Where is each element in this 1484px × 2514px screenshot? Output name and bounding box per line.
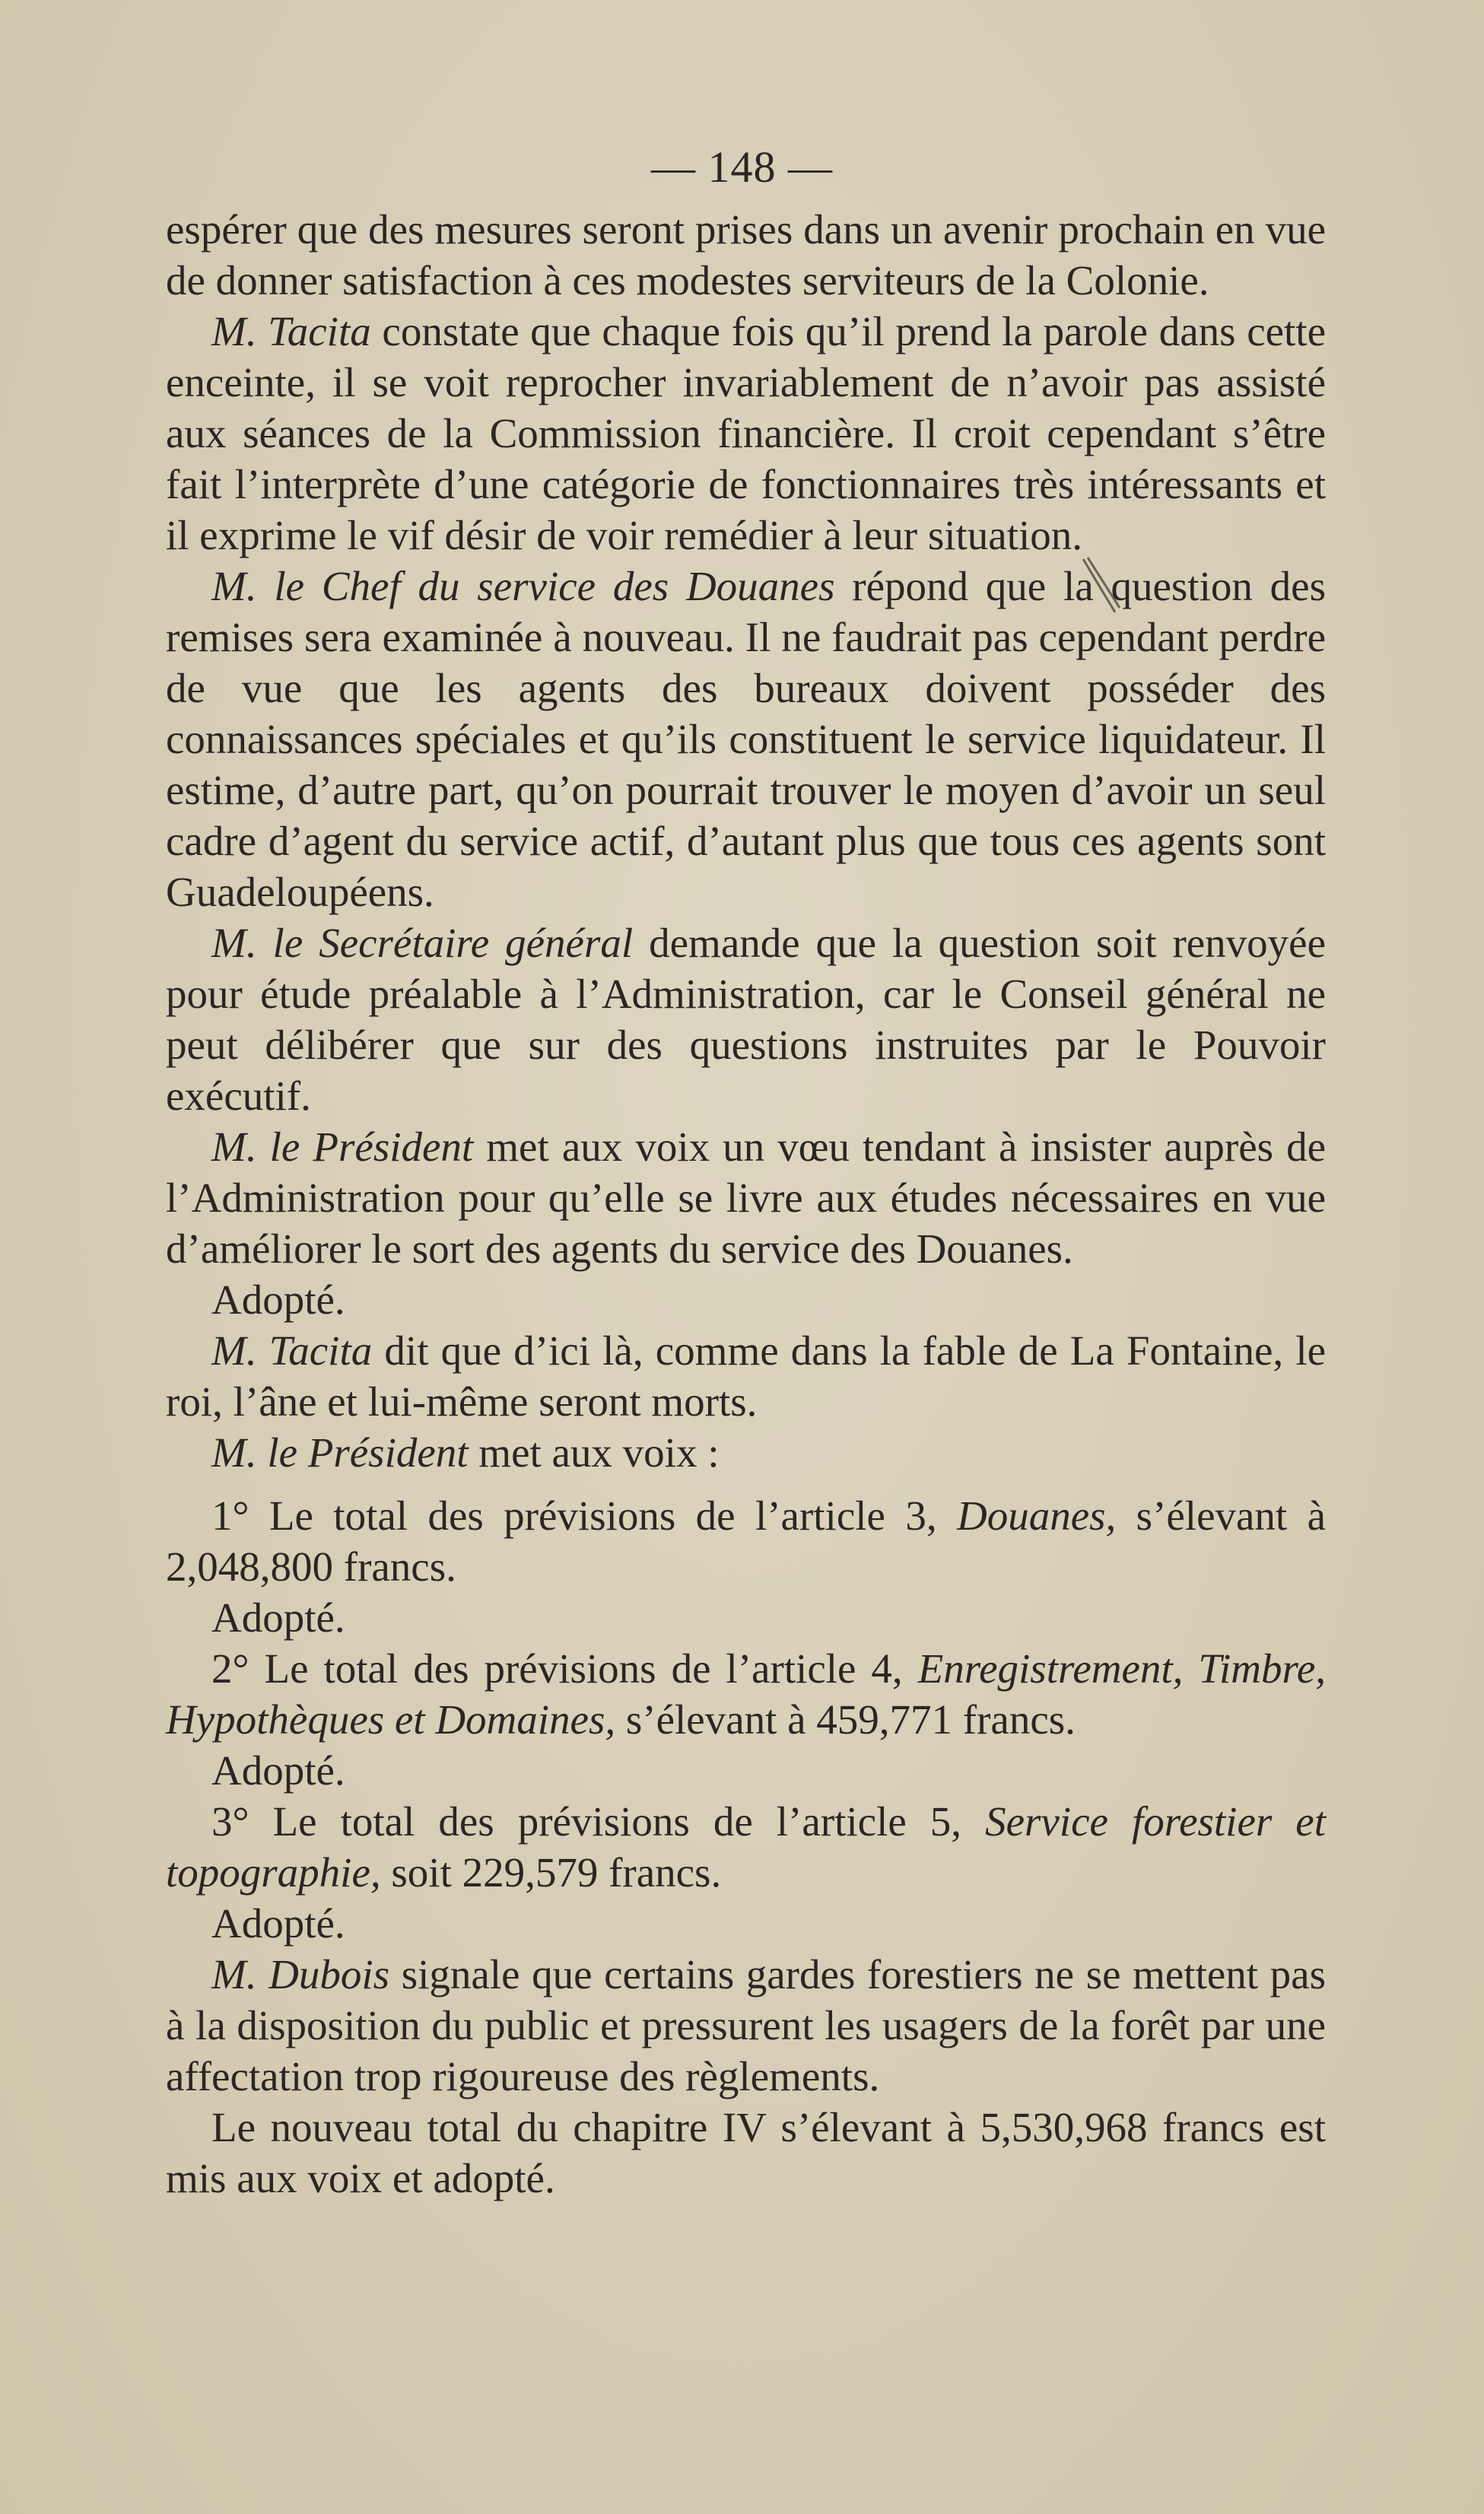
paragraph-text: 3° Le total des prévisions de l’article 5, [211, 1798, 986, 1845]
paragraph-text: Adopté. [211, 1594, 345, 1641]
paragraph [166, 1427, 1326, 1478]
paragraph-text: Adopté. [211, 1747, 345, 1794]
article-title: Enregistrement, Timbre, Hypothèques et Domaines, [166, 1645, 1326, 1743]
paragraph-text: signale que certains gardes forestiers ne se mettent pas à la disposition du public et pressurent les usagers de la forêt par une affectation trop rigoureuse des règlements. [166, 1951, 1326, 2099]
speaker-name: M. le Président [211, 1429, 469, 1476]
paragraph [166, 204, 1326, 306]
paragraph [166, 917, 1326, 1121]
paragraph-text: met aux voix un vœu tendant à insister auprès de l’Administration pour qu’elle se livre aux études nécessaires en vue d’améliorer le sort des agents du service des Douanes. [166, 1124, 1326, 1272]
body-text [166, 204, 1326, 2204]
paragraph [166, 1592, 1326, 1643]
paragraph [166, 306, 1326, 561]
speaker-name: M. Tacita [211, 308, 371, 354]
paragraph-text: répond que la question des remises sera examinée à nouveau. Il ne faudrait pas cependant perdre de vue que les agents des bureaux doivent posséder des connaissances spéciales et qu’ils constituent le service liquidateur. Il estime, d’autre part, qu’on pourrait trouver le moyen d’avoir un seul cadre d’agent du service actif, d’autant plus que tous ces agents sont Guadeloupéens. [166, 563, 1326, 915]
paragraph-text: s’élevant à 459,771 francs. [615, 1696, 1076, 1743]
speaker-name: M. Tacita [211, 1327, 373, 1374]
paragraph-text: s’élevant à 2,048,800 francs. [166, 1492, 1326, 1590]
paragraph [166, 1274, 1326, 1325]
paragraph-text: demande que la question soit renvoyée pour étude préalable à l’Administration, car le Conseil général ne peut délibérer que sur des questions instruites par le Pouvoir exécutif. [166, 920, 1326, 1119]
paragraph-text: Le nouveau total du chapitre IV s’élevant à 5,530,968 francs est mis aux voix et adopté. [166, 2104, 1326, 2201]
article-title: Service forestier et topographie, [166, 1798, 1326, 1896]
speaker-name: M. Dubois [211, 1951, 390, 1998]
paragraph [166, 1949, 1326, 2102]
paragraph [166, 1898, 1326, 1949]
paragraph-text: 1° Le total des prévisions de l’article 3, [211, 1492, 957, 1539]
paragraph [166, 1796, 1326, 1898]
speaker-name: M. le Chef du service des Douanes [211, 563, 835, 609]
paragraph [166, 1121, 1326, 1274]
paragraph-text: dit que d’ici là, comme dans la fable de La Fontaine, le roi, l’âne et lui-même seront morts. [166, 1327, 1327, 1425]
speaker-name: M. le Président [211, 1124, 474, 1170]
paragraph [166, 1745, 1326, 1796]
paragraph-text: soit 229,579 francs. [380, 1849, 722, 1896]
paragraph-text: Adopté. [211, 1276, 345, 1323]
paragraph [166, 1490, 1326, 1592]
paragraph-text: 2° Le total des prévisions de l’article 4, [211, 1645, 918, 1692]
paragraph [166, 1643, 1326, 1745]
paragraph-text: met aux voix : [468, 1429, 720, 1476]
paragraph [166, 2102, 1326, 2204]
page-number: — 148 — [651, 142, 833, 192]
paper-crease-mark [1077, 551, 1123, 624]
paragraph [166, 1325, 1326, 1427]
paragraph [166, 561, 1326, 917]
speaker-name: M. le Secrétaire général [211, 920, 634, 966]
paragraph-text: constate que chaque fois qu’il prend la parole dans cette enceinte, il se voit reprocher invariablement de n’avoir pas assisté aux séances de la Commission financière. Il croit cependant s’être fait l’interprète d’une catégorie de fonctionnaires très intéressants et il exprime le vif désir de voir remédier à leur situation. [166, 308, 1327, 558]
paragraph-text: Adopté. [211, 1900, 345, 1947]
paragraph-text: espérer que des mesures seront prises dans un avenir prochain en vue de donner satisfaction à ces modestes serviteurs de la Colonie. [166, 206, 1326, 304]
article-title: Douanes, [956, 1492, 1117, 1539]
